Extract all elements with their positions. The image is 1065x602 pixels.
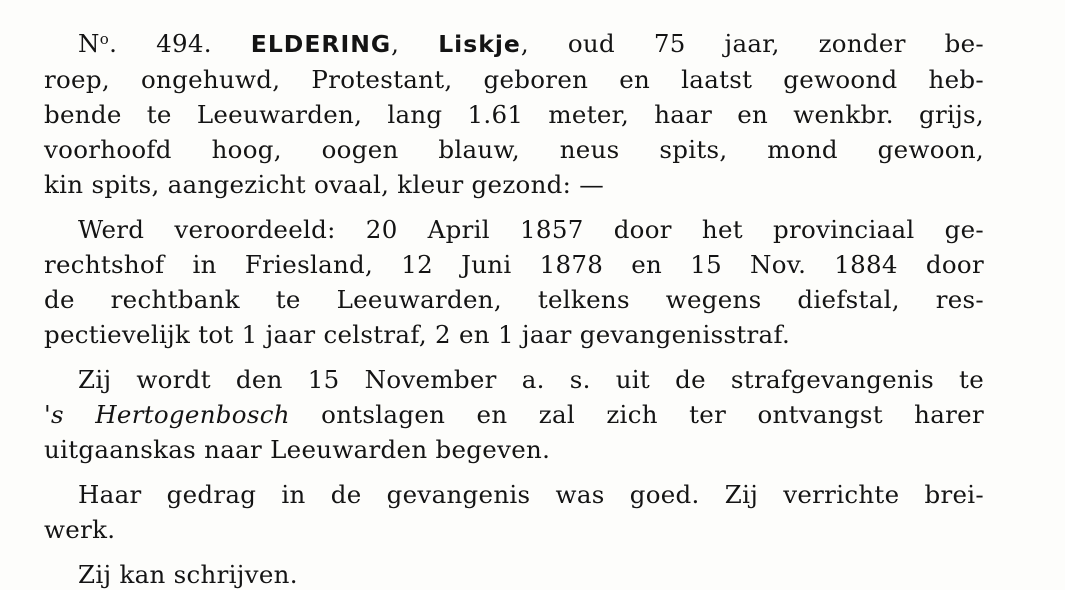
record-text bbox=[44, 22, 984, 602]
conviction-line-4: pectievelijk tot 1 jaar celstraf, 2 en 1 jaar gevangenisstraf. bbox=[44, 320, 791, 349]
record-number: . 494. bbox=[109, 29, 212, 58]
personal-description-paragraph bbox=[44, 22, 984, 202]
behaviour-line-2: werk. bbox=[44, 515, 116, 544]
behaviour-paragraph bbox=[44, 477, 984, 547]
record-line-1 bbox=[44, 22, 984, 62]
release-paragraph bbox=[44, 362, 984, 467]
record-line-5: kin spits, aangezicht ovaal, kleur gezond: — bbox=[44, 170, 605, 199]
name-comma: , bbox=[391, 29, 400, 58]
number-superscript: o bbox=[99, 30, 110, 48]
number-prefix: N bbox=[78, 29, 100, 58]
conviction-line-2: rechtshof in Friesland, 12 Juni 1878 en 15 Nov. 1884 door bbox=[44, 250, 984, 279]
release-line-2-rest: ontslagen en zal zich ter ontvangst harer bbox=[289, 400, 984, 429]
release-line-2 bbox=[44, 397, 984, 432]
conviction-line-1: Werd veroordeeld: 20 April 1857 door het provinciaal ge- bbox=[78, 215, 984, 244]
literacy-line-1: Zij kan schrijven. bbox=[78, 560, 298, 589]
release-place: 's Hertogenbosch bbox=[44, 400, 290, 429]
literacy-paragraph bbox=[44, 557, 984, 592]
conviction-line-3: de rechtbank te Leeuwarden, telkens wegens diefstal, res- bbox=[44, 285, 984, 314]
release-line-1: Zij wordt den 15 November a. s. uit de strafgevangenis te bbox=[78, 365, 984, 394]
record-line-1-rest: , oud 75 jaar, zonder be- bbox=[520, 29, 984, 58]
conviction-paragraph bbox=[44, 212, 984, 352]
record-line-4: voorhoofd hoog, oogen blauw, neus spits, mond gewoon, bbox=[44, 135, 984, 164]
record-line-3: bende te Leeuwarden, lang 1.61 meter, haar en wenkbr. grijs, bbox=[44, 100, 984, 129]
record-line-2: roep, ongehuwd, Protestant, geboren en laatst gewoond heb- bbox=[44, 65, 984, 94]
given-name: Liskje bbox=[438, 30, 521, 58]
behaviour-line-1: Haar gedrag in de gevangenis was goed. Zij verrichte brei- bbox=[78, 480, 984, 509]
release-line-3: uitgaanskas naar Leeuwarden begeven. bbox=[44, 435, 551, 464]
surname: ELDERING bbox=[250, 30, 392, 58]
